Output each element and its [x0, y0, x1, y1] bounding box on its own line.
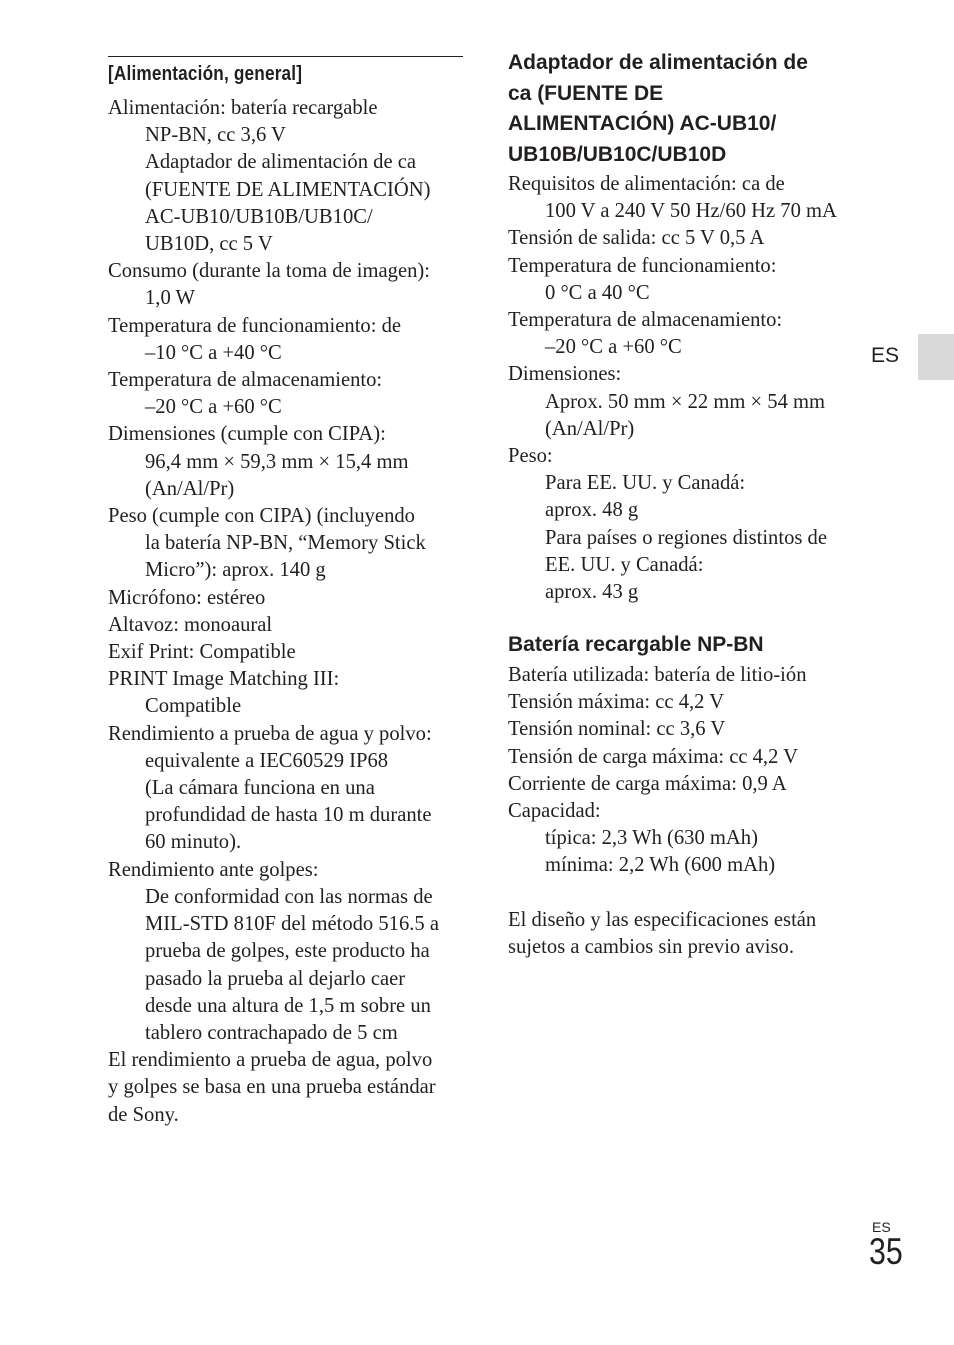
heading-bateria: Batería recargable NP-BN — [508, 633, 764, 656]
spec-line: Capacidad: — [508, 800, 601, 823]
spec-line: Rendimiento ante golpes: — [108, 858, 319, 881]
spec-line: equivalente a IEC60529 IP68 — [145, 749, 389, 772]
spec-line: EE. UU. y Canadá: — [545, 553, 704, 576]
notice-text — [508, 907, 816, 961]
spec-line: típica: 2,3 Wh (630 mAh) — [545, 827, 758, 850]
spec-line: Rendimiento a prueba de agua y polvo: — [108, 722, 432, 745]
spec-line: tablero contrachapado de 5 cm — [145, 1021, 398, 1044]
spec-line: (An/Al/Pr) — [145, 477, 235, 500]
spec-line: MIL-STD 810F del método 516.5 a — [145, 913, 440, 936]
spec-line: aprox. 48 g — [545, 499, 639, 522]
left-spec-list — [108, 95, 439, 1129]
spec-line: –20 °C a +60 °C — [145, 396, 282, 419]
spec-line: Micro”): aprox. 140 g — [145, 559, 326, 582]
spec-line: Corriente de carga máxima: 0,9 A — [508, 772, 787, 795]
spec-line: 100 V a 240 V 50 Hz/60 Hz 70 mA — [545, 200, 837, 223]
spec-line: 96,4 mm × 59,3 mm × 15,4 mm — [145, 450, 409, 473]
spec-line: profundidad de hasta 10 m durante — [145, 804, 432, 827]
spec-line: aprox. 43 g — [545, 581, 639, 604]
language-tab-label: ES — [871, 344, 900, 367]
page-number: 35 — [869, 1231, 903, 1272]
spec-line: (La cámara funciona en una — [145, 777, 375, 800]
spec-line: y golpes se basa en una prueba estándar — [108, 1076, 436, 1099]
spec-line: 1,0 W — [145, 287, 195, 310]
heading-line: ALIMENTACIÓN) AC-UB10/ — [508, 112, 777, 135]
spec-line: El diseño y las especificaciones están — [508, 909, 817, 931]
spec-line: Batería utilizada: batería de litio-ión — [508, 664, 807, 686]
spec-line: prueba de golpes, este producto ha — [145, 940, 430, 963]
spec-line: Requisitos de alimentación: ca de — [508, 173, 785, 195]
spec-line: Exif Print: Compatible — [108, 641, 296, 664]
spec-line: Peso: — [508, 445, 553, 468]
spec-line: Temperatura de almacenamiento: — [508, 309, 783, 332]
spec-line: 60 minuto). — [145, 831, 242, 854]
spec-line: Para países o regiones distintos de — [545, 526, 827, 549]
section-rule — [108, 56, 463, 57]
spec-line: Aprox. 50 mm × 22 mm × 54 mm — [545, 390, 826, 413]
spec-line: NP-BN, cc 3,6 V — [145, 124, 286, 147]
spec-line: Tensión máxima: cc 4,2 V — [508, 691, 725, 714]
spec-line: Adaptador de alimentación de ca — [145, 151, 417, 174]
spec-line: Dimensiones (cumple con CIPA): — [108, 423, 386, 446]
spec-line: Tensión de salida: cc 5 V 0,5 A — [508, 227, 765, 250]
heading-adaptador — [508, 48, 808, 170]
spec-line: pasado la prueba al dejarlo caer — [145, 967, 406, 990]
spec-line: De conformidad con las normas de — [145, 885, 433, 908]
spec-line: El rendimiento a prueba de agua, polvo — [108, 1049, 433, 1072]
spec-line: Micrófono: estéreo — [108, 586, 266, 609]
spec-line: de Sony. — [108, 1103, 179, 1126]
spec-line: Tensión de carga máxima: cc 4,2 V — [508, 745, 799, 768]
spec-line: AC-UB10/UB10B/UB10C/ — [145, 205, 373, 228]
heading-line: ca (FUENTE DE — [508, 81, 664, 105]
battery-spec-list — [508, 662, 807, 880]
heading-alimentacion-general: [Alimentación, general] — [108, 63, 303, 85]
spec-line: (FUENTE DE ALIMENTACIÓN) — [145, 178, 431, 201]
footer-lang: ES — [872, 1219, 891, 1235]
spec-line: Consumo (durante la toma de imagen): — [108, 260, 430, 283]
spec-line: Compatible — [145, 695, 242, 718]
spec-line: Dimensiones: — [508, 363, 622, 386]
spec-line: –20 °C a +60 °C — [545, 336, 682, 359]
spec-line: Tensión nominal: cc 3,6 V — [508, 718, 726, 741]
spec-line: Alimentación: batería recargable — [108, 97, 378, 119]
spec-line: Para EE. UU. y Canadá: — [545, 472, 746, 495]
heading-line: UB10B/UB10C/UB10D — [508, 142, 727, 166]
spec-line: desde una altura de 1,5 m sobre un — [145, 994, 431, 1017]
spec-line: PRINT Image Matching III: — [108, 668, 340, 691]
spec-line: sujetos a cambios sin previo aviso. — [508, 936, 794, 959]
spec-line: UB10D, cc 5 V — [145, 233, 273, 256]
spec-line: la batería NP-BN, “Memory Stick — [145, 532, 426, 555]
spec-line: (An/Al/Pr) — [545, 417, 635, 440]
spec-line: Temperatura de funcionamiento: de — [108, 314, 402, 337]
spec-line: mínima: 2,2 Wh (600 mAh) — [545, 854, 776, 877]
language-tab — [918, 334, 954, 380]
spec-line: Temperatura de funcionamiento: — [508, 254, 777, 277]
adapter-spec-list — [508, 171, 837, 606]
spec-line: Peso (cumple con CIPA) (incluyendo — [108, 505, 415, 528]
heading-line: Adaptador de alimentación de — [508, 51, 808, 74]
spec-line: –10 °C a +40 °C — [145, 341, 282, 364]
spec-line: Altavoz: monoaural — [108, 613, 273, 636]
spec-line: Temperatura de almacenamiento: — [108, 369, 383, 392]
spec-line: 0 °C a 40 °C — [545, 281, 650, 304]
